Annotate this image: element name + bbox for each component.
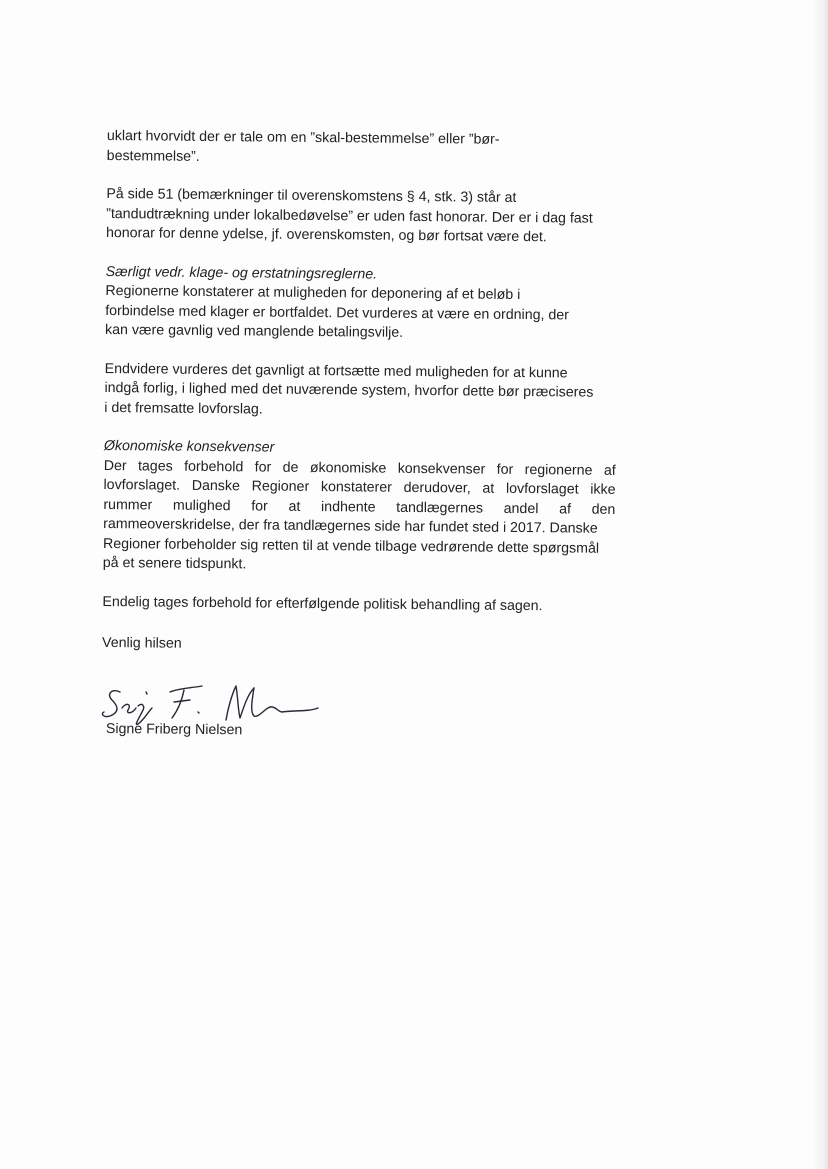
signer-name: Signe Friberg Nielsen: [105, 721, 243, 739]
letter-body: [102, 127, 619, 677]
section-heading-okonomi: Økonomiske konsekvenser: [103, 437, 275, 456]
signature-stroke: [170, 686, 202, 692]
text-line: honorar for denne ydelse, jf. overenskomsten, og bør fortsat være det.: [105, 224, 547, 246]
text-line: Endelig tages forbehold for efterfølgende politisk behandling af sagen.: [102, 593, 543, 614]
signature-stroke: [172, 690, 184, 718]
text-line: Regioner forbeholder sig retten til at vende tilbage vedrørende dette spørgsmål: [102, 535, 600, 557]
closing-greeting: [102, 634, 614, 658]
text-line: Der tages forbehold for de økonomiske konsekvenser for regionerne af: [103, 457, 616, 479]
greeting-text: Venlig hilsen: [101, 634, 182, 652]
text-line: bestemmelse”.: [106, 147, 200, 165]
signature-stroke: [146, 692, 147, 694]
text-line: indgå forlig, i lighed med det nuværende system, hvorfor dette bør præciseres: [104, 379, 594, 401]
text-line: på et senere tidspunkt.: [102, 554, 247, 573]
paragraph-skal-bestemmelse: [107, 127, 619, 171]
signature-stroke: [122, 704, 136, 712]
text-line: På side 51 (bemærkninger til overenskomstens § 4, stk. 3) står at: [106, 185, 517, 206]
signature-stroke: [174, 700, 190, 702]
text-line: i det fremsatte lovforslag.: [104, 399, 263, 418]
signature-stroke: [226, 686, 254, 720]
text-line: ”tandudtrækning under lokalbedøvelse” er uden fast honorar. Der er i dag fast: [106, 205, 593, 227]
paragraph-forlig: [104, 359, 617, 422]
text-line: Endvidere vurderes det gavnligt at fortsætte med muligheden for at kunne: [104, 360, 568, 381]
section-heading-klage: Særligt vedr. klage- og erstatningsreglerne.: [105, 263, 378, 283]
section-okonomiske-konsekvenser: [103, 437, 616, 578]
text-line: Regionerne konstaterer at muligheden for deponering af et beløb i: [105, 282, 521, 303]
signature-stroke: [102, 691, 120, 717]
signature-stroke: [198, 712, 199, 713]
section-klage-erstatning: [105, 262, 618, 345]
paragraph-forbehold: [102, 592, 614, 616]
scan-edge-shadow: [810, 0, 828, 1169]
paragraph-tandudtraekning: [106, 185, 619, 248]
text-line: kan være gavnlig ved manglende betalingsvilje.: [104, 321, 404, 341]
text-line: rummer mulighed for at indhente tandlægernes andel af den: [103, 496, 616, 518]
text-line: lovforslaget. Danske Regioner konstaterer derudover, at lovforslaget ikke: [103, 476, 616, 498]
text-line: forbindelse med klager er bortfaldet. Det vurderes at være en ordning, der: [105, 302, 570, 323]
text-line: uklart hvorvidt der er tale om en ”skal-bestemmelse” eller ”bør-: [106, 127, 500, 148]
signature-stroke: [252, 688, 318, 716]
text-line: rammeoverskridelse, der fra tandlægernes side har fundet sted i 2017. Danske: [103, 515, 598, 537]
